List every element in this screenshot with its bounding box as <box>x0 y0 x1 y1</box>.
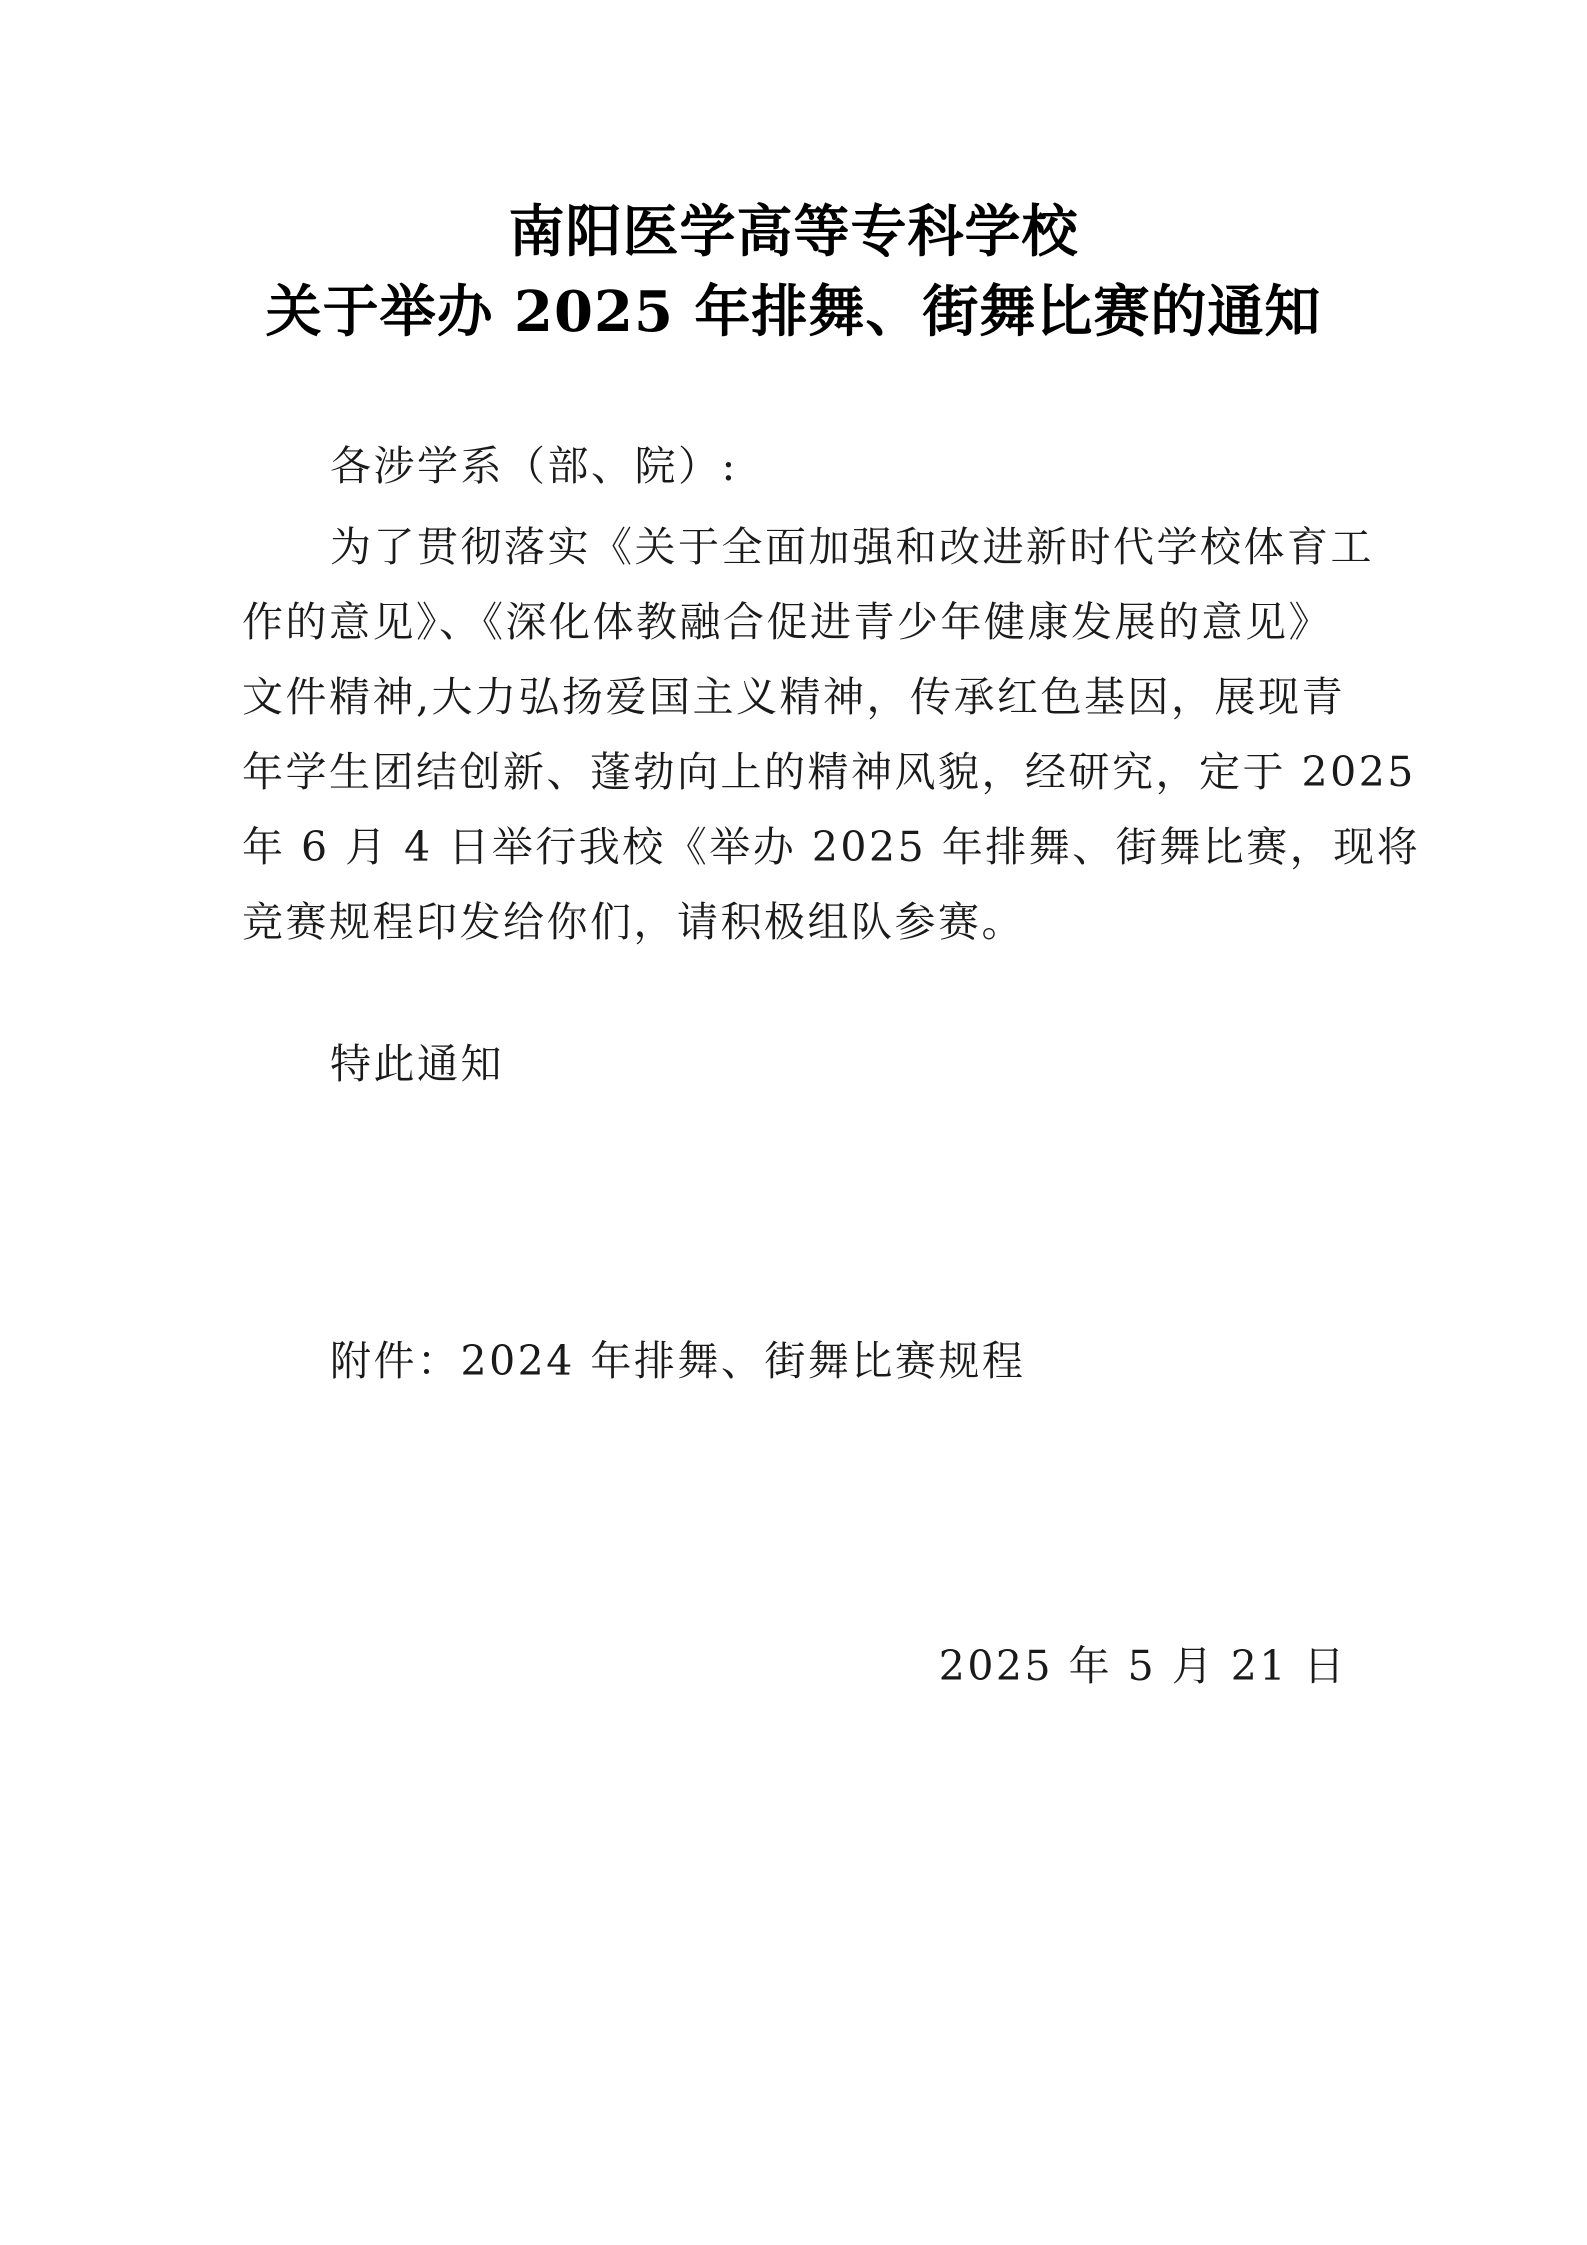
body-paragraph <box>242 510 1421 960</box>
body-line: 为了贯彻落实《关于全面加强和改进新时代学校体育工 <box>330 523 1374 571</box>
attachment-note: 附件：2024 年排舞、街舞比赛规程 <box>330 1337 1026 1385</box>
salutation: 各涉学系（部、院）: <box>330 442 738 490</box>
closing-remark: 特此通知 <box>330 1040 504 1088</box>
document-title-line-1: 南阳医学高等专科学校 <box>508 199 1079 265</box>
body-line: 竞赛规程印发给你们，请积极组队参赛。 <box>242 898 1025 946</box>
issue-date: 2025 年 5 月 21 日 <box>938 1642 1347 1690</box>
document-title-line-2: 关于举办 2025 年排舞、街舞比赛的通知 <box>265 279 1322 345</box>
body-line: 作的意见》、《深化体教融合促进青少年健康发展的意见》 <box>242 598 1332 646</box>
body-line: 年学生团结创新、蓬勃向上的精神风貌，经研究，定于 2025 <box>242 748 1416 796</box>
body-line: 文件精神,大力弘扬爱国主义精神，传承红色基因，展现青 <box>242 673 1346 721</box>
body-line: 年 6 月 4 日举行我校《举办 2025 年排舞、街舞比赛，现将 <box>242 823 1421 871</box>
